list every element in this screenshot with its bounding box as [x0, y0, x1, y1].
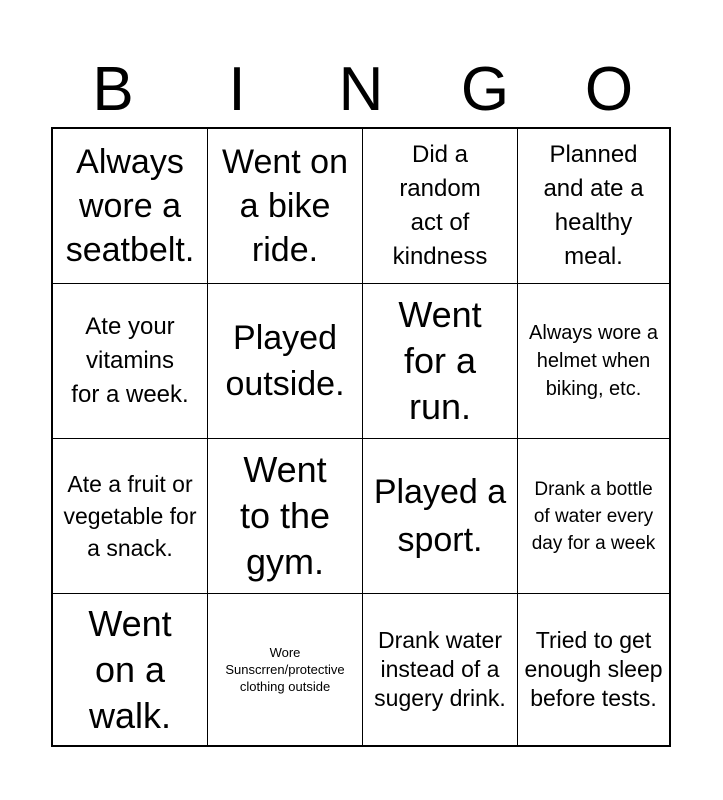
- cell-text: Played a sport.: [373, 473, 507, 559]
- cell-text: Always wore a helmet when biking, etc.: [529, 322, 658, 400]
- header-letter-i: I: [228, 55, 246, 124]
- bingo-cell[interactable]: [363, 284, 518, 439]
- bingo-cell[interactable]: [208, 439, 363, 594]
- cell-text: Ate your vitamins for a week.: [71, 313, 189, 408]
- bingo-cell[interactable]: [53, 284, 208, 439]
- cell-text: Planned and ate a healthy meal.: [543, 141, 644, 270]
- bingo-cell[interactable]: [518, 594, 669, 745]
- cell-text: Went for a run.: [398, 294, 482, 427]
- bingo-cell[interactable]: [53, 594, 208, 745]
- bingo-cell[interactable]: [208, 594, 363, 745]
- cell-text: Always wore a seatbelt.: [65, 143, 195, 269]
- cell-text: Went on a walk.: [88, 602, 172, 736]
- cell-text: Wore Sunscrren/protective clothing outside: [225, 645, 345, 694]
- bingo-cell[interactable]: [518, 129, 669, 284]
- bingo-cell[interactable]: [208, 129, 363, 284]
- cell-text: Drank a bottle of water every day for a week: [531, 478, 656, 554]
- bingo-cell[interactable]: [363, 594, 518, 745]
- bingo-header: [51, 52, 671, 128]
- header-letter-b: B: [92, 55, 134, 124]
- header-letter-o: O: [584, 55, 634, 124]
- bingo-cell[interactable]: [53, 439, 208, 594]
- bingo-cell[interactable]: [363, 439, 518, 594]
- bingo-cell[interactable]: [518, 439, 669, 594]
- bingo-cell[interactable]: [518, 284, 669, 439]
- bingo-cell[interactable]: [363, 129, 518, 284]
- cell-text: Tried to get enough sleep before tests.: [524, 627, 663, 711]
- cell-text: Played outside.: [225, 319, 345, 403]
- cell-text: Drank water instead of a sugery drink.: [374, 627, 506, 711]
- cell-text: Did a random act of kindness: [392, 141, 488, 270]
- cell-text: Ate a fruit or vegetable for a snack.: [63, 471, 197, 561]
- header-letter-g: G: [460, 55, 510, 124]
- bingo-board: [51, 127, 671, 747]
- cell-text: Went to the gym.: [239, 449, 331, 582]
- bingo-cell[interactable]: [208, 284, 363, 439]
- bingo-cell[interactable]: [53, 129, 208, 284]
- header-letter-n: N: [338, 55, 384, 124]
- cell-text: Went on a bike ride.: [221, 143, 348, 269]
